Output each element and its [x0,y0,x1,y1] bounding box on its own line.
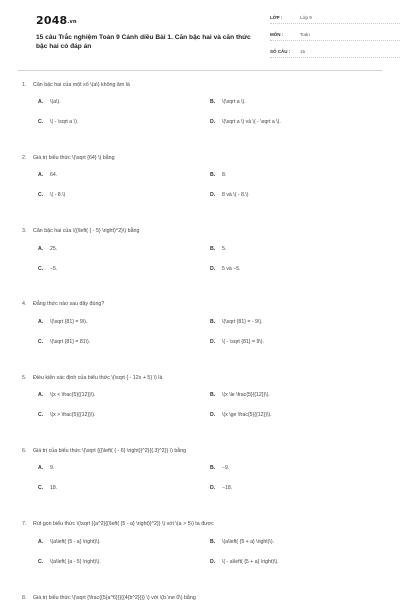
question-stem [18,300,382,309]
option-text: \(a\left( {a - 5} \right)\). [50,558,101,565]
worksheet-header [18,0,382,70]
question-stem [18,520,382,529]
answer-option[interactable] [38,338,210,346]
option-letter: A. [38,465,44,472]
question-text: Rút gọn biểu thức \(\sqrt {{a^2}{{\left( {5 - a} \right)}^2}} \) với \(a > 5\) ta được [33,521,214,528]
option-letter: A. [38,245,44,252]
option-text: 8. [222,172,227,179]
option-text: −5. [50,265,58,272]
question-item [18,446,382,519]
answer-option[interactable] [38,191,210,199]
option-text: \(x > \frac{5}{{12}}\). [50,412,96,419]
option-letter: C. [38,485,44,492]
option-text: \( - a\left( {5 + a} \right)\). [222,558,279,565]
meta-value-socau: 15 [300,49,306,54]
option-letter: A. [38,538,44,545]
option-text: 8 và \( - 8.\) [222,192,249,199]
question-stem [18,446,382,455]
question-list [18,80,382,600]
option-letter: B. [210,318,216,325]
question-stem [18,227,382,236]
answer-option[interactable] [210,391,382,399]
option-letter: C. [38,558,44,565]
option-text: \(a\). [50,99,61,105]
question-stem [18,373,382,382]
question-stem [18,153,382,162]
option-text: \( - \sqrt a \). [50,119,79,125]
option-letter: A. [38,392,44,399]
meta-value-lop: Lớp 9 [300,15,312,20]
meta-label-socau: SỐ CÂU : [270,49,291,54]
answer-options [18,318,382,346]
option-letter: B. [210,538,216,545]
option-text: 64. [50,172,58,179]
answer-option[interactable] [38,98,210,106]
question-number: 6. [22,447,27,454]
question-item [18,300,382,373]
option-letter: C. [38,265,44,272]
option-text: \( - 8.\) [50,192,66,199]
option-letter: A. [38,318,44,325]
page-title: 15 câu Trắc nghiệm Toán 9 Cánh diều Bài 1. Căn bậc hai và căn thức bậc hai có đáp án [36,34,251,50]
answer-option[interactable] [210,538,382,546]
question-number: 5. [22,374,27,381]
answer-option[interactable] [38,171,210,179]
answer-option[interactable] [210,411,382,419]
brand-logo[interactable] [36,14,77,27]
answer-option[interactable] [210,464,382,472]
option-text: 5 và −5. [222,265,241,272]
answer-option[interactable] [38,391,210,399]
meta-row-mon [270,29,400,41]
option-letter: C. [38,119,44,125]
meta-value-mon: Toán [300,32,310,37]
option-text: \(x < \frac{5}{{12}}\). [50,392,96,399]
option-text: 25. [50,245,58,252]
option-letter: D. [210,485,216,492]
option-text: 5. [222,245,227,252]
option-letter: D. [210,412,216,419]
answer-options [18,245,382,273]
meta-label-mon: MÔN : [270,32,284,37]
option-letter: D. [210,119,216,125]
option-text: −9. [222,465,230,472]
answer-option[interactable] [38,538,210,546]
question-number: 2. [22,154,27,161]
option-letter: B. [210,245,216,252]
answer-option[interactable] [38,464,210,472]
question-number: 7. [22,521,27,528]
option-text: \(\sqrt {81} = 81\). [50,338,91,345]
answer-option[interactable] [38,318,210,326]
option-text: \(x \le \frac{5}{{12}}\). [222,392,270,399]
answer-option[interactable] [38,245,210,253]
question-number: 8. [22,594,27,600]
answer-options [18,538,382,566]
option-text: 18. [50,485,58,492]
option-text: \(\sqrt {81} = 9\). [50,318,88,325]
question-item [18,227,382,300]
option-letter: C. [38,338,44,345]
question-text: Căn bậc hai của một số \(a\) không âm là [33,81,130,88]
option-text: −18. [222,485,233,492]
answer-option[interactable] [210,118,382,126]
question-number: 4. [22,301,27,308]
option-text: 9. [50,465,55,472]
question-text: Giá trị biểu thức \(\sqrt {64} \) bằng [33,154,115,161]
question-item [18,593,382,600]
option-text: \(a\left( {5 - a} \right)\). [50,538,101,545]
answer-option[interactable] [38,411,210,419]
answer-option[interactable] [210,265,382,273]
option-letter: B. [210,465,216,472]
answer-option[interactable] [210,245,382,253]
question-item [18,373,382,446]
option-letter: A. [38,99,44,105]
option-letter: D. [210,558,216,565]
option-letter: D. [210,265,216,272]
logo-text: 2048 [36,14,68,27]
question-text: Căn bậc hai của \({\left( { - 5} \right)^2}\) bằng [33,228,140,235]
option-text: \(\sqrt a \). [222,99,246,105]
question-number: 1. [22,81,27,88]
meta-label-lop: LỚP : [270,15,283,20]
question-text: Điều kiện xác định của biểu thức \(\sqrt { - 12x + 5} \) là [33,374,163,381]
question-stem [18,593,382,600]
header-divider [18,70,382,71]
answer-option[interactable] [210,338,382,346]
question-number: 3. [22,228,27,235]
option-letter: D. [210,192,216,199]
answer-option[interactable] [210,558,382,566]
question-text: Giá trị biểu thức \(\sqrt {\frac{{5{a^6}}}{{4{b^2}}}} \) với \(b \ne 0\) bằng [33,594,196,600]
logo-suffix: .vn [67,19,77,25]
meta-panel [270,12,400,63]
option-letter: C. [38,412,44,419]
answer-options [18,464,382,492]
answer-option[interactable] [38,265,210,273]
meta-row-socau [270,46,400,58]
answer-option[interactable] [210,484,382,492]
answer-option[interactable] [38,484,210,492]
option-letter: D. [210,338,216,345]
option-letter: C. [38,192,44,199]
option-text: \(\sqrt {81} = - 9\). [222,318,263,325]
option-text: \(\sqrt a \) và \( - \sqrt a \). [222,119,281,125]
answer-option[interactable] [210,171,382,179]
option-letter: B. [210,172,216,179]
answer-options [18,98,382,126]
option-letter: B. [210,99,216,105]
option-letter: B. [210,392,216,399]
meta-row-lop [270,12,400,24]
question-item [18,520,382,593]
option-text: \( - \sqrt {81} = 9\). [222,338,264,345]
option-text: \(a\left( {5 + a} \right)\). [222,538,275,545]
question-item [18,153,382,226]
option-text: \(x \ge \frac{5}{{12}}\). [222,412,272,419]
answer-option[interactable] [210,191,382,199]
option-letter: A. [38,172,44,179]
question-stem [18,80,382,89]
question-text: Đẳng thức nào sau đây đúng? [33,301,105,308]
question-text: Giá trị của biểu thức \(\sqrt {{{\left( { - 6} \right)}^2}{{.3}^2}} \) bằng [33,447,187,454]
answer-option[interactable] [210,98,382,106]
answer-options [18,171,382,199]
answer-option[interactable] [38,558,210,566]
answer-options [18,391,382,419]
question-item [18,80,382,153]
answer-option[interactable] [210,318,382,326]
answer-option[interactable] [38,118,210,126]
